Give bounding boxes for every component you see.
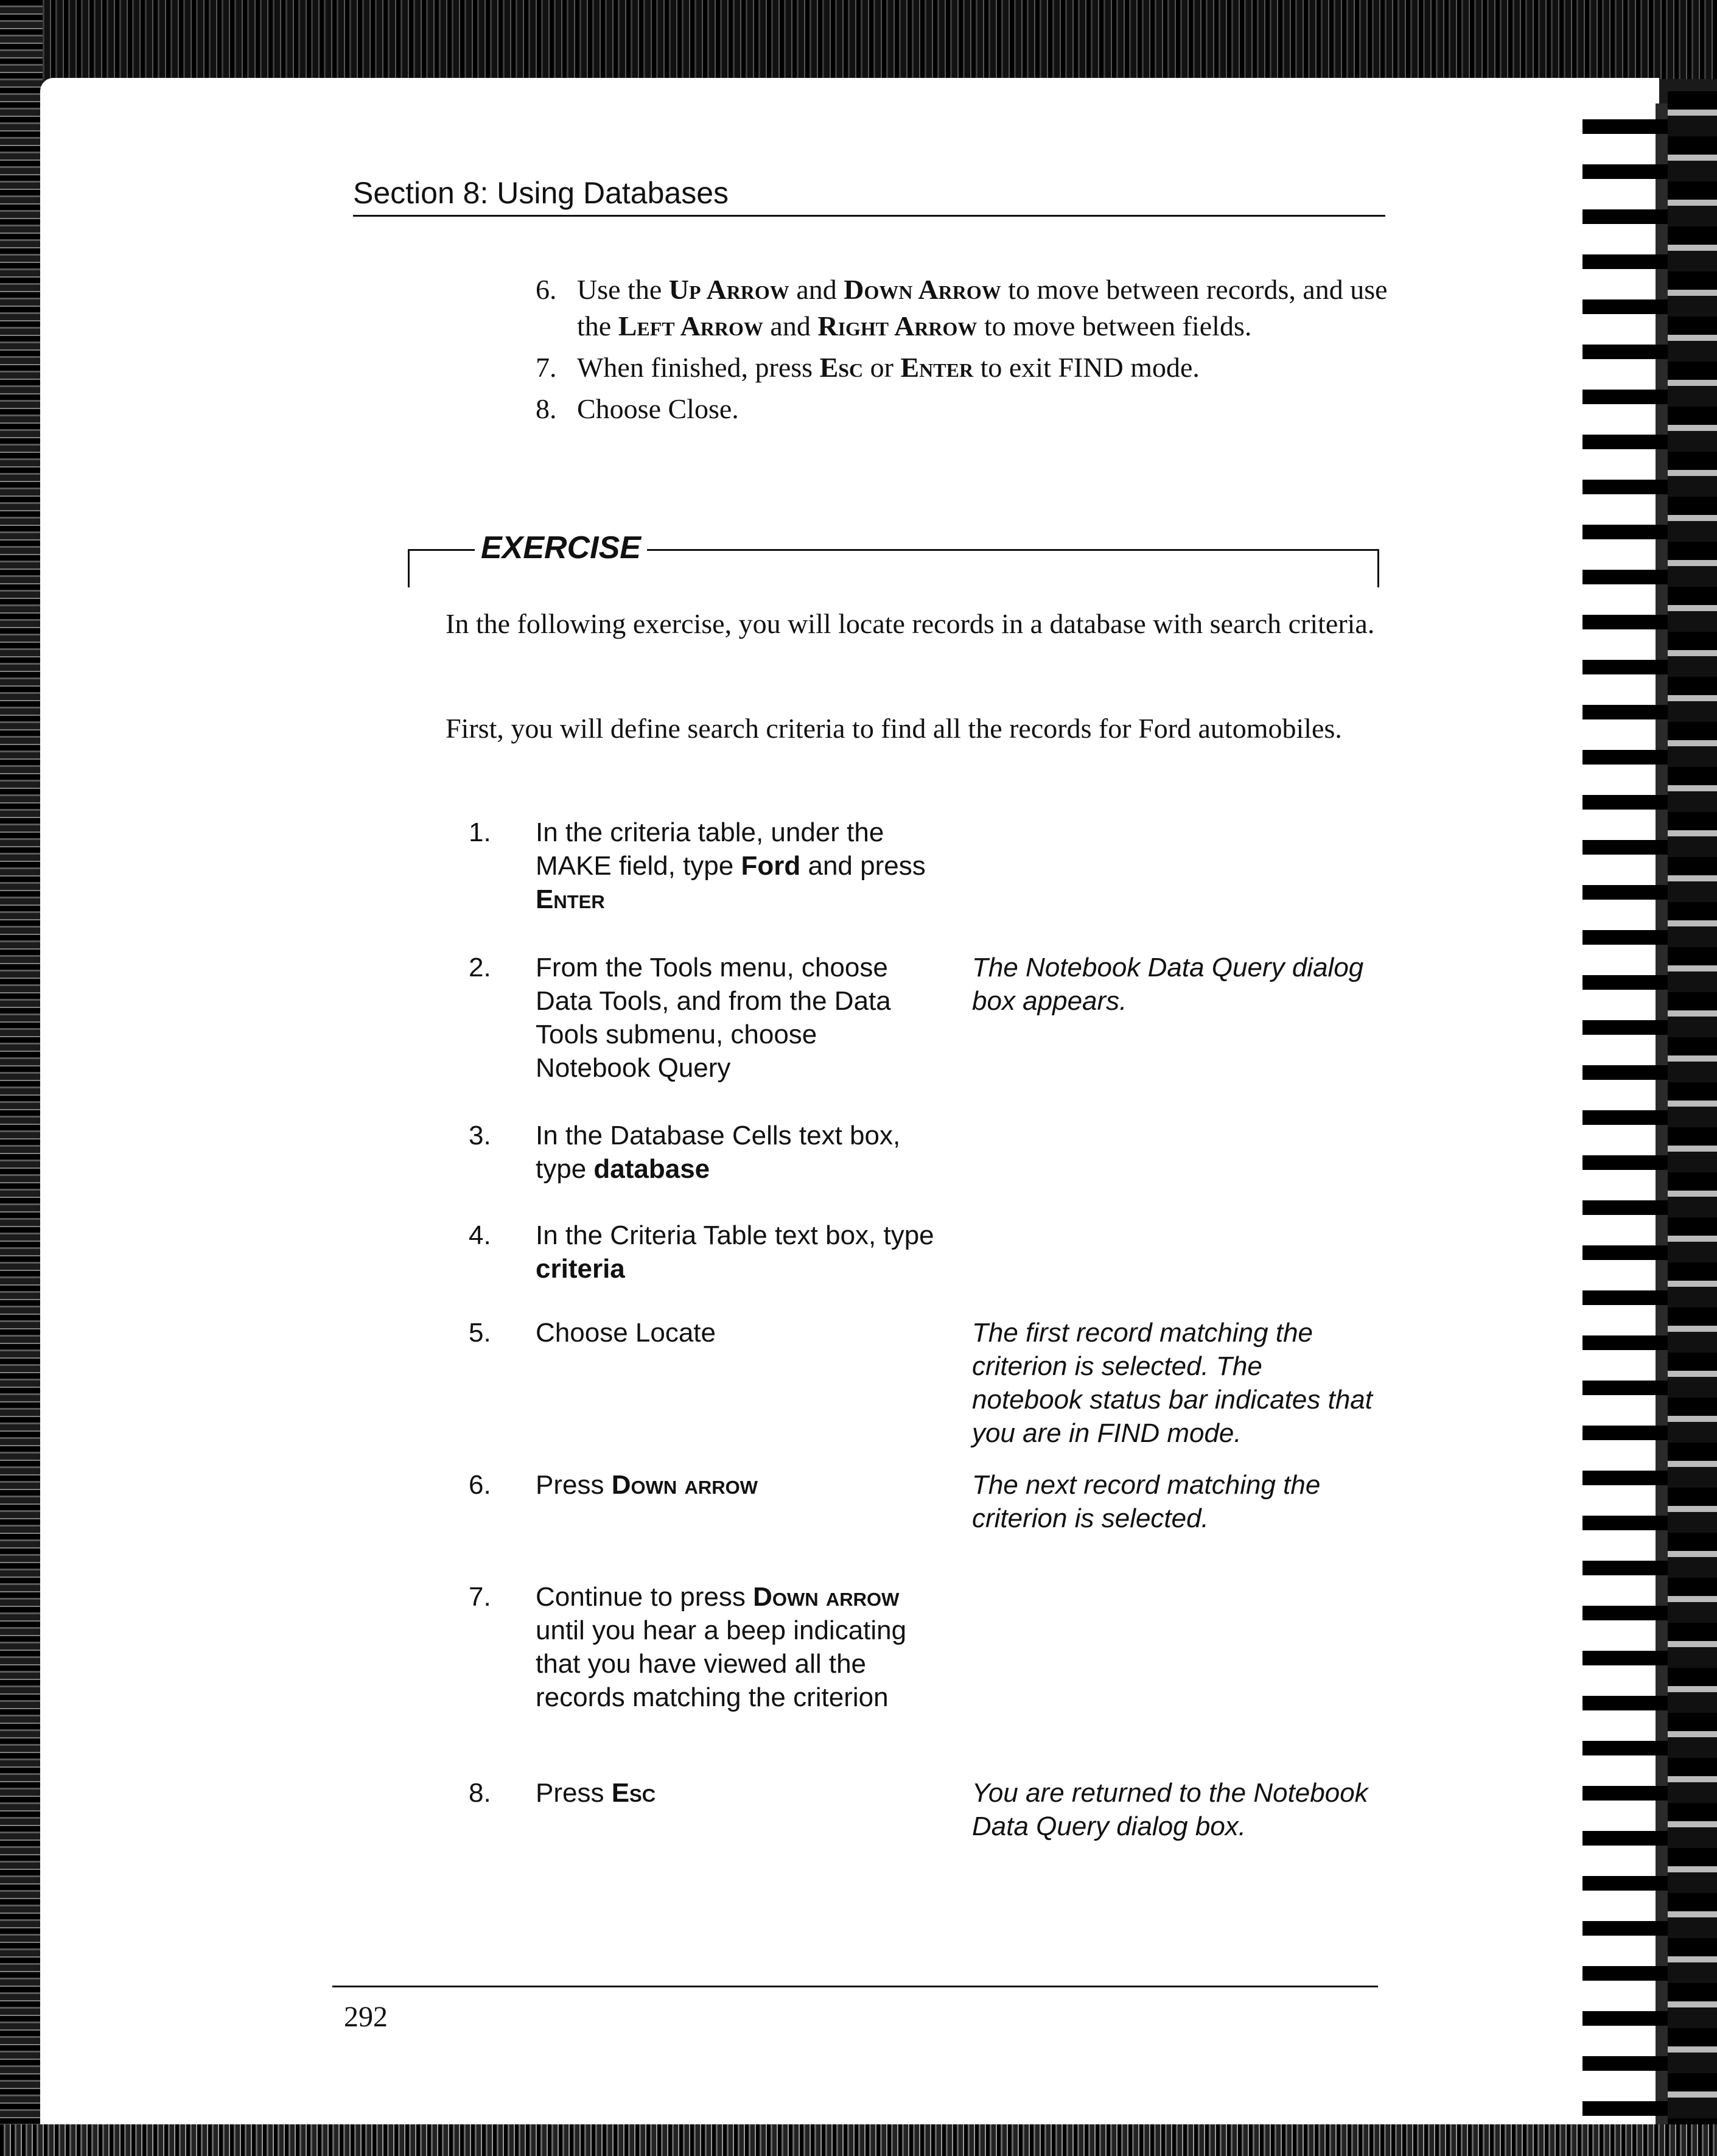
step-number: 8. [469, 1778, 491, 1808]
step-text: to move between records, and use the [577, 274, 1388, 341]
step-text-part: In the Criteria Table text box, type [536, 1220, 934, 1250]
step-text: and [789, 274, 844, 305]
step-text: Choose Close. [577, 393, 739, 424]
step-number: 6. [469, 1470, 491, 1500]
key-name: Up Arrow [668, 274, 789, 305]
exercise-intro: First, you will define search criteria to find all the records for Ford automobiles. [446, 713, 1342, 744]
step-text-part: In the Database Cells text box, type [536, 1121, 901, 1184]
step-number: 7. [536, 352, 557, 383]
key-name: Esc [611, 1778, 656, 1808]
key-name: Down arrow [611, 1470, 758, 1500]
step-text: to move between fields. [977, 310, 1252, 341]
step-text [536, 1776, 937, 1810]
exercise-title: EXERCISE [475, 530, 647, 566]
step-text-part: Press [536, 1470, 612, 1500]
key-name: Enter [900, 352, 974, 383]
step-text: or [863, 352, 901, 383]
step-text [536, 1119, 937, 1186]
key-name: Esc [819, 352, 864, 383]
scan-border-bottom [0, 2124, 1717, 2156]
step-number: 3. [469, 1121, 491, 1150]
procedure-step [536, 349, 1388, 386]
step-text-part: Continue to press [536, 1582, 754, 1612]
running-head: Section 8: Using Databases [353, 175, 1385, 217]
step-number: 1. [469, 817, 491, 847]
step-text [536, 816, 937, 916]
spiral-binding-edge [1668, 91, 1717, 2124]
scan-border-top [0, 0, 1717, 79]
step-text: From the Tools menu, choose Data Tools, and from the Data Tools submenu, choose Notebook Query [536, 953, 891, 1083]
step-text [536, 1219, 937, 1286]
step-number: 5. [469, 1318, 491, 1348]
procedure-step [536, 271, 1388, 345]
step-text [536, 1580, 937, 1714]
scan-border-left [0, 0, 43, 2156]
typed-value: criteria [536, 1254, 625, 1284]
typed-value: Ford [741, 851, 801, 881]
step-text-part: Press [536, 1778, 612, 1808]
step-text: When finished, press [577, 352, 820, 383]
step-text-part: and press [800, 851, 926, 881]
key-name: Down Arrow [844, 274, 1001, 305]
step-text-part: In the criteria table, under the MAKE field, type [536, 817, 884, 881]
exercise-intro: In the following exercise, you will locate records in a database with search criteria. [446, 608, 1375, 639]
key-name: Enter [536, 884, 605, 914]
step-result-note: The Notebook Data Query dialog box appears. [972, 953, 1364, 1016]
key-name: Left Arrow [618, 310, 763, 341]
step-number: 2. [469, 953, 491, 982]
step-number: 8. [536, 393, 557, 424]
step-number: 4. [469, 1220, 491, 1250]
step-result-note: The first record matching the criterion is selected. The notebook status bar indicates that you are in FIND mode. [972, 1318, 1373, 1448]
procedure-steps [536, 271, 1388, 432]
step-result-note: The next record matching the criterion is selected. [972, 1470, 1321, 1533]
step-text-part: until you hear a beep indicating that you have viewed all the records matching the criterion [536, 1615, 907, 1712]
step-text: to exit FIND mode. [973, 352, 1200, 383]
step-text: Choose Locate [536, 1318, 716, 1348]
key-name: Down arrow [753, 1582, 900, 1612]
step-text: Use the [577, 274, 669, 305]
step-text [536, 1468, 937, 1502]
footer-rule [332, 1986, 1378, 1987]
key-name: Right Arrow [817, 310, 977, 341]
procedure-step [536, 391, 1388, 427]
step-number: 6. [536, 274, 557, 305]
typed-value: database [593, 1154, 710, 1184]
step-number: 7. [469, 1582, 491, 1612]
step-text: and [763, 310, 818, 341]
step-result-note: You are returned to the Notebook Data Query dialog box. [972, 1778, 1368, 1841]
page-number: 292 [344, 2001, 388, 2033]
